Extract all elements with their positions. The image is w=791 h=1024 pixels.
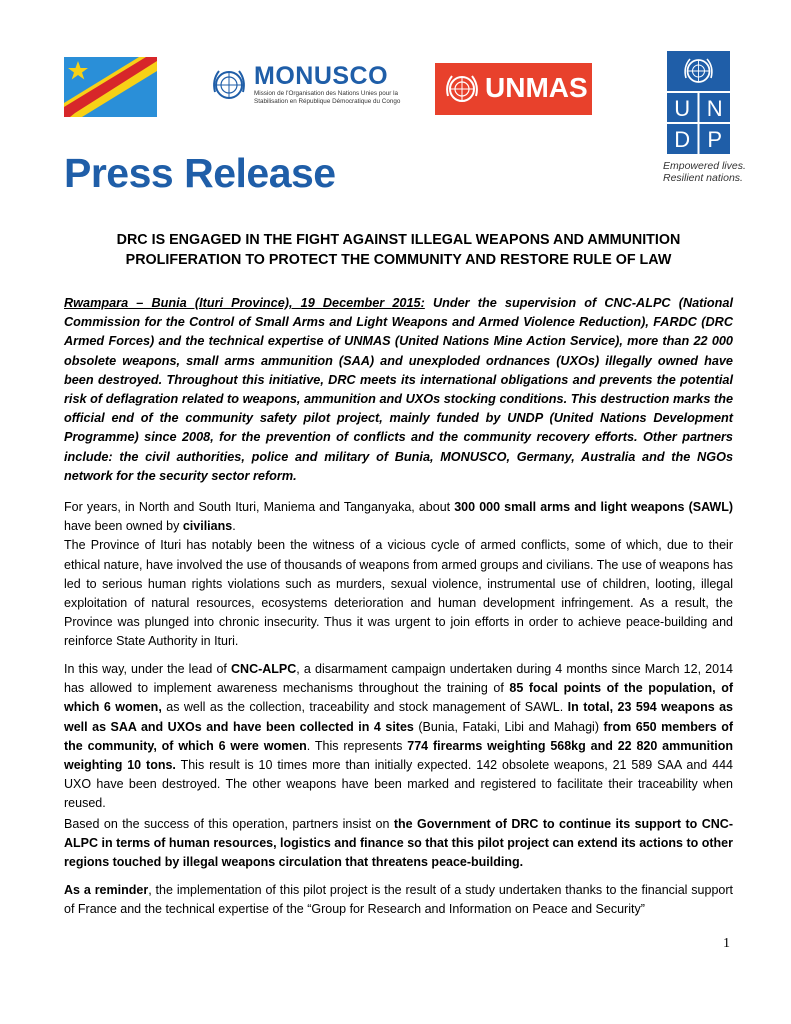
paragraph-reminder	[64, 881, 733, 919]
text-run: .	[232, 519, 236, 534]
undp-letter-p: P	[707, 127, 723, 152]
headline	[64, 230, 733, 270]
page-title: Press Release	[64, 150, 336, 196]
bold-run: civilians	[182, 519, 233, 534]
bold-run: 85 focal points of the population, of which 6 women,	[64, 681, 733, 715]
text-run: This result is 10 times more than initially expected. 142 obsolete weapons, 21 589 SAA and 444 UXO have been destroyed. The other weapons have been marked and registered to facilitate their traceability when reused.	[64, 758, 733, 811]
text-run: (Bunia, Fataki, Libi and Mahagi)	[413, 719, 604, 734]
paragraph-ituri: The Province of Ituri has notably been the witness of a vicious cycle of armed conflicts, some of which, due to their ethical nature, have involved the use of thousands of weapons from armed groups and civilians. The use of weapons has led to serious human rights violations such as murders, sexual violence, instrumental use of children, looting, illegal exploitation of natural resources, ecosystems deterioration and human development infringement. As a result, the Province was plunged into chronic insecurity. Thus it was urgent to join efforts in order to achieve peace-building and reinforce State Authority in Ituri.	[64, 538, 733, 649]
undp-letter-d: D	[674, 127, 691, 152]
text-run: as well as the collection, traceability and stock management of SAWL.	[161, 700, 568, 715]
undp-letter-n: N	[706, 96, 723, 121]
bold-run: the Government of DRC to continue its support to CNC-ALPC in terms of human resources, logistics and finance so that this pilot project can extend its actions to other regions touched by illegal weapons circulation that threatens peace-building.	[64, 817, 733, 870]
text-run: In this way, under the lead of	[64, 662, 232, 676]
text-run: . This represents	[306, 738, 408, 753]
dateline: Rwampara – Bunia (Ituri Province), 19 December 2015:	[64, 296, 425, 310]
undp-logo	[667, 51, 730, 154]
monusco-subtitle: Mission de l'Organisation des Nations Unies pour la Stabilisation en République Démocratique du Congo	[254, 90, 401, 105]
bold-run: 774 firearms weighting 568kg and 22 820 ammunition weighting 10 tons.	[64, 738, 733, 773]
undp-tagline-line2: Resilient nations.	[663, 172, 743, 184]
bold-run: from 650 members of the community, of which 6 were women	[64, 719, 734, 753]
lead-paragraph	[64, 294, 733, 486]
un-emblem-icon	[210, 66, 248, 106]
lead-text: Under the supervision of CNC-ALPC (National Commission for the Control of Small Arms and Light Weapons and Armed Violence Reduction), FARDC (DRC Armed Forces) and the technical expertise of UNMAS (United Nations Mine Action Service), more than 22 000 obsolete weapons, small arms ammunition (SAA) and unexploded ordnances (UXOs) illegally owned have been destroyed. Throughout this initiative, DRC meets its international obligations and prevents the potential risk of deflagration related to weapons, ammunition and UXOs stocking conditions. This destruction marks the official end of the community safety pilot project, mainly funded by UNDP (United Nations Development Programme) since 2008, for the prevention of conflicts and the community recovery efforts. Other partners include: the civil authorities, police and military of Bunia, MONUSCO, Germany, Australia and the NGOs network for the security sector reform.	[64, 296, 733, 483]
bold-run: In total, 23 594 weapons as well as SAA and UXOs and have been collected in 4 sites	[64, 700, 734, 734]
text-run: , the implementation of this pilot project is the result of a study undertaken thanks to the financial support of France and the technical expertise of the “Group for Research and Information on Peace and Security”	[64, 883, 733, 917]
text-run: have been owned by	[64, 519, 183, 534]
monusco-logo	[210, 64, 400, 116]
bold-run: 300 000 small arms and light weapons (SAWL)	[454, 500, 734, 514]
page-number: 1	[723, 936, 730, 951]
unmas-logo	[435, 63, 592, 115]
undp-tagline	[663, 160, 746, 184]
monusco-wordmark: MONUSCO	[254, 62, 389, 90]
undp-letter-u: U	[674, 96, 691, 121]
paragraph-partners	[64, 815, 733, 873]
text-run: Based on the success of this operation, partners insist on	[64, 817, 394, 831]
undp-tagline-line1: Empowered lives.	[663, 160, 746, 172]
unmas-wordmark: UNMAS	[485, 72, 588, 103]
text-run: , a disarmament campaign undertaken during 4 months since March 12, 2014 has allowed to implement awareness mechanisms throughout the training of	[64, 662, 733, 696]
bold-run: CNC-ALPC	[231, 662, 297, 676]
text-run: For years, in North and South Ituri, Maniema and Tanganyaka, about	[64, 500, 455, 514]
bold-run: As a reminder	[64, 883, 149, 897]
un-emblem-icon	[444, 71, 480, 107]
drc-flag-logo	[64, 57, 157, 117]
paragraph-campaign	[64, 660, 733, 814]
headline-line2: PROLIFERATION TO PROTECT THE COMMUNITY AND RESTORE RULE OF LAW	[125, 252, 672, 268]
headline-line1: DRC IS ENGAGED IN THE FIGHT AGAINST ILLEGAL WEAPONS AND AMMUNITION	[116, 232, 681, 248]
paragraph-context	[64, 498, 733, 652]
